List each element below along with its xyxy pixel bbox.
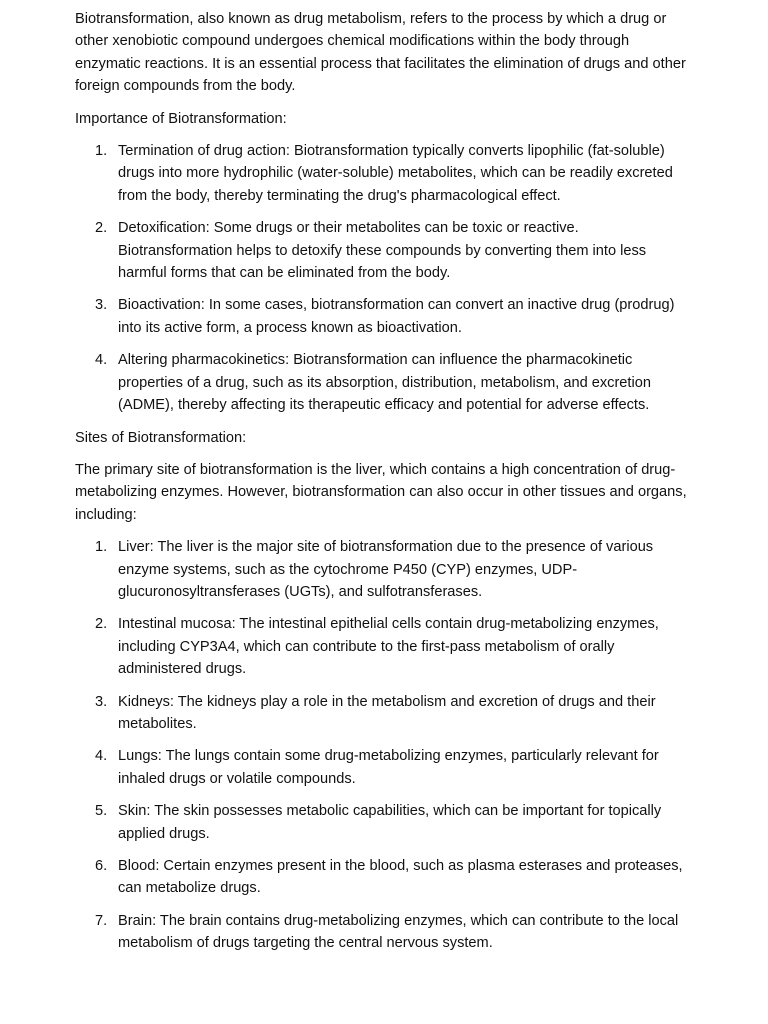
- list-text: Altering pharmacokinetics: Biotransformation can influence the pharmacokinetic properties of a drug, such as its absorption, distribution, metabolism, and excretion (ADME), thereby affecting its therapeutic efficacy and potential for adverse effects.: [118, 352, 651, 414]
- sites-heading: Sites of Biotransformation:: [75, 429, 247, 446]
- list-text: Detoxification: Some drugs or their metabolites can be toxic or reactive. Biotransformation helps to detoxify these compounds by converting them into less harmful forms that can be eliminated from the body.: [118, 220, 647, 282]
- list-text: Skin: The skin possesses metabolic capabilities, which can be important for topically applied drugs.: [118, 803, 662, 842]
- list-item: [75, 349, 696, 416]
- intro-paragraph: Biotransformation, also known as drug metabolism, refers to the process by which a drug or other xenobiotic compound undergoes chemical modifications within the body through enzymatic reactions. It is an essential process that facilitates the elimination of drugs and other foreign compounds from the body.: [75, 11, 686, 95]
- list-text: Termination of drug action: Biotransformation typically converts lipophilic (fat-soluble) drugs into more hydrophilic (water-soluble) metabolites, which can be readily excreted from the body, thereby terminating the drug's pharmacological effect.: [118, 143, 673, 204]
- list-text: Brain: The brain contains drug-metabolizing enzymes, which can contribute to the local metabolism of drugs targeting the central nervous system.: [118, 912, 679, 952]
- list-number: 3.: [95, 297, 108, 314]
- list-number: 2.: [95, 616, 108, 633]
- list-item: [75, 536, 696, 603]
- list-text: Kidneys: The kidneys play a role in the metabolism and excretion of drugs and their metabolites.: [118, 693, 656, 732]
- list-number: 4.: [95, 352, 108, 369]
- sites-intro: The primary site of biotransformation is the liver, which contains a high concentration of drug-metabolizing enzymes. However, biotransformation can also occur in other tissues and organs, including:: [75, 461, 687, 523]
- list-number: 1.: [95, 539, 108, 556]
- list-text: Blood: Certain enzymes present in the blood, such as plasma esterases and proteases, can metabolize drugs.: [118, 858, 683, 897]
- list-number: 4.: [95, 748, 108, 765]
- importance-heading: Importance of Biotransformation:: [75, 110, 287, 127]
- list-item: [75, 745, 696, 790]
- list-number: 6.: [95, 858, 108, 874]
- list-number: 1.: [95, 143, 108, 160]
- list-item: [75, 217, 696, 284]
- list-item: [75, 855, 696, 900]
- sites-list: [75, 536, 696, 955]
- list-item: [75, 910, 696, 955]
- list-item: [75, 800, 696, 845]
- list-text: Bioactivation: In some cases, biotransformation can convert an inactive drug (prodrug) into its active form, a process known as bioactivation.: [118, 297, 675, 336]
- list-number: 5.: [95, 803, 108, 820]
- list-text: Intestinal mucosa: The intestinal epithelial cells contain drug-metabolizing enzymes, including CYP3A4, which can contribute to the first-pass metabolism of orally administered drugs.: [118, 616, 659, 678]
- list-text: Lungs: The lungs contain some drug-metabolizing enzymes, particularly relevant for inhaled drugs or volatile compounds.: [118, 748, 659, 787]
- list-item: [75, 613, 696, 680]
- list-number: 7.: [95, 912, 108, 929]
- list-item: [75, 691, 696, 736]
- importance-list: [75, 140, 696, 416]
- list-item: [75, 140, 696, 207]
- list-number: 3.: [95, 693, 108, 710]
- list-number: 2.: [95, 220, 108, 237]
- list-text: Liver: The liver is the major site of biotransformation due to the presence of various enzyme systems, such as the cytochrome P450 (CYP) enzymes, UDP-glucuronosyltransferases (UGTs), and sulfotransferases.: [118, 539, 654, 600]
- list-item: [75, 294, 696, 339]
